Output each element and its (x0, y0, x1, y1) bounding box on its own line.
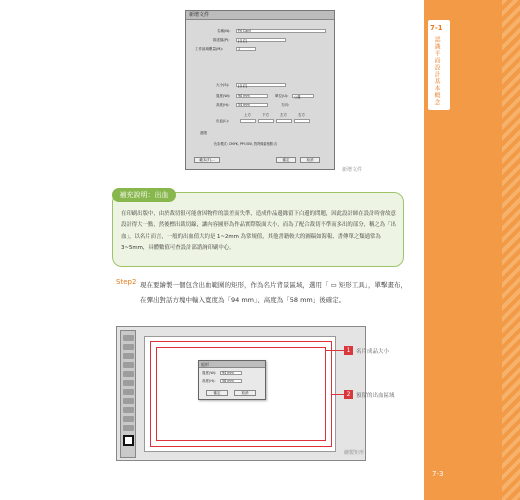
new-document-dialog-screenshot (185, 10, 335, 170)
bleed-bottom-field (258, 119, 274, 123)
callout-number-1: 1 (344, 346, 353, 355)
callout-line-1 (326, 350, 344, 351)
profile-label: 描述檔(P): (213, 38, 230, 42)
size-label: 大小(S): (216, 83, 230, 87)
dialog-cancel-button: 取消 (300, 157, 320, 163)
rect-width-label: 寬度(W): (202, 371, 217, 375)
rectangle-dialog-title: 矩形 (199, 361, 265, 368)
width-value: 90 mm (238, 94, 250, 98)
width-label: 寬度(W): (216, 94, 231, 98)
tool-icon (123, 371, 134, 377)
rect-height-value: 58 mm (222, 379, 234, 383)
tool-icon (123, 389, 134, 395)
height-label: 高度(H): (216, 103, 230, 107)
rect-cancel-button: 取消 (234, 390, 256, 396)
tool-icon (123, 425, 134, 431)
template-button: 範本(T)... (194, 157, 220, 163)
tools-panel (120, 330, 136, 458)
decorative-stripe (502, 0, 520, 500)
rect-height-label: 高度(H): (202, 379, 216, 383)
tool-icon (123, 380, 134, 386)
tool-icon (123, 407, 134, 413)
bottom-label: 下方 (262, 113, 269, 117)
tool-icon (123, 353, 134, 359)
rect-ok-button: 確定 (206, 390, 228, 396)
screenshot2-caption: 繪製矩形 (344, 450, 365, 456)
bleed-left-field (276, 119, 292, 123)
tool-icon (123, 398, 134, 404)
screenshot1-caption: 新增文件 (342, 167, 363, 173)
units-value: 公釐 (294, 95, 301, 99)
chapter-vertical-title: 認識平面設計基本概念 (433, 36, 440, 106)
orientation-label: 方向: (281, 103, 290, 107)
right-label: 右方 (298, 113, 305, 117)
tool-icon (123, 416, 134, 422)
callout-number-2: 2 (344, 390, 353, 399)
height-value: 54 mm (238, 103, 250, 107)
artboards-value: 1 (238, 47, 241, 51)
dialog-ok-button: 確定 (276, 157, 296, 163)
bleed-top-field (240, 119, 256, 123)
size-value: [自訂] (238, 84, 248, 88)
left-label: 左方 (280, 113, 287, 117)
step-label: Step2 (116, 278, 137, 286)
advanced-label: 進階 (200, 131, 207, 135)
fill-stroke-swatch-icon (123, 435, 134, 446)
callout-line-2 (332, 394, 344, 395)
top-label: 上方 (244, 113, 251, 117)
color-mode-text: 色彩模式: CMYK, PPI:300, 對齊像素格點:否 (214, 142, 278, 146)
chapter-number: 7-1 (430, 24, 443, 32)
bleed-right-field (294, 119, 310, 123)
tool-icon (123, 362, 134, 368)
name-value: Fit Card (238, 29, 251, 33)
dialog-title: 新增文件 (186, 11, 334, 20)
note-text: 在印刷出版中，由於裁切很可能會因物件的誤差而失準，造成作品邊緣留下白邊的問題，因此設計師在設計時會故意設計得大一點，然後標出裁切線，讓內容圖形為作品實際版面大小，而為了配合裁切不準而多出的部分，稱之為「出血」，以名片而言，一般的出血值大約是 1~2mm 為常規值，其他書籍較大的圖稿如海報、書傳單之類通常為 3~5mm，具體數值可查設計部諮詢印刷中心。 (121, 211, 396, 252)
callout-text-1: 名片成品大小 (356, 349, 390, 355)
rect-width-value: 94 mm (222, 371, 234, 375)
tool-icon (123, 344, 134, 350)
units-label: 單位(U): (275, 94, 289, 98)
bleed-label: 出血(L): (216, 119, 229, 123)
name-label: 名稱(N): (217, 29, 231, 33)
tool-icon (123, 335, 134, 341)
note-title: 補充說明：出血 (112, 188, 176, 202)
callout-text-2: 預留的出血區域 (356, 393, 395, 399)
profile-value: [自訂] (238, 39, 248, 43)
artboards-label: 工作區域數量(M): (195, 47, 223, 51)
page-number: 7-3 (432, 470, 444, 478)
step-text: 現在要繪製一個包含出血範圍的矩形，作為名片背景區域，選用「 ▭ 矩形工具」，單擊畫布，在彈出對話方塊中輸入寬度為「94 mm」、高度為「58 mm」後確定。 (140, 281, 408, 304)
